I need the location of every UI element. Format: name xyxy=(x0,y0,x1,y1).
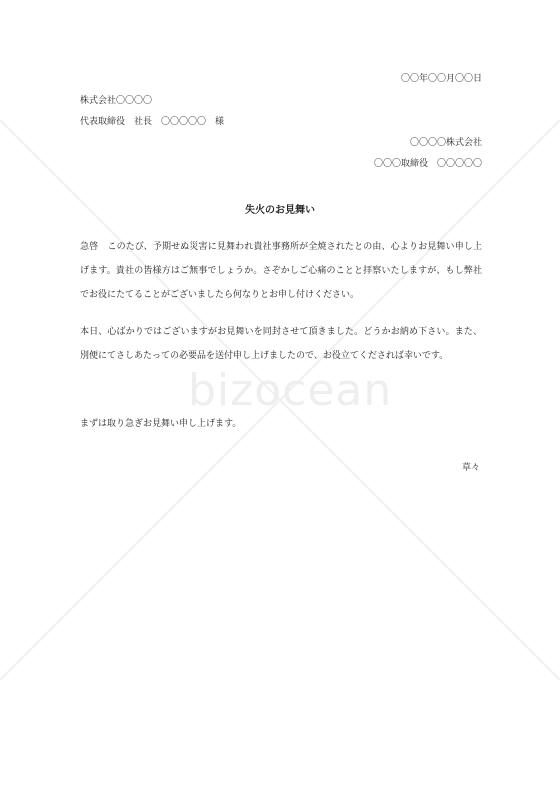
letter-date: 〇〇年〇〇月〇〇日 xyxy=(400,74,482,84)
sender-person: 〇〇〇取締役 〇〇〇〇〇 xyxy=(373,159,482,169)
letter-closing: 草々 xyxy=(461,463,480,473)
recipient-company: 株式会社〇〇〇〇 xyxy=(80,96,153,106)
watermark-logo: bizocean xyxy=(188,365,393,416)
letter-paragraph-1: 急啓 このたび、予期せぬ災害に見舞われ貴社事務所が全焼されたとの由、心よりお見舞い申し上げます。貴社の皆様方はご無事でしょうか。さぞかしご心痛のことと拝察いたしますが、もし弊社でお役にたてることがございましたら何なりとお申し付けください。 xyxy=(80,242,482,300)
letter-title: 失火のお見舞い xyxy=(245,205,315,216)
letter-paragraph-2: 本日、心ばかりではございますがお見舞いを同封させて頂きました。どうかお納め下さい。また、別便にてさしあたっての必要品を送付申し上げましたので、お役立てくだされば幸いです。 xyxy=(80,327,482,361)
sender-company: 〇〇〇〇株式会社 xyxy=(409,138,482,148)
recipient-person: 代表取締役 社長 〇〇〇〇〇 様 xyxy=(80,117,225,127)
letter-paragraph-3: まずは取り急ぎお見舞い申し上げます。 xyxy=(80,419,242,429)
